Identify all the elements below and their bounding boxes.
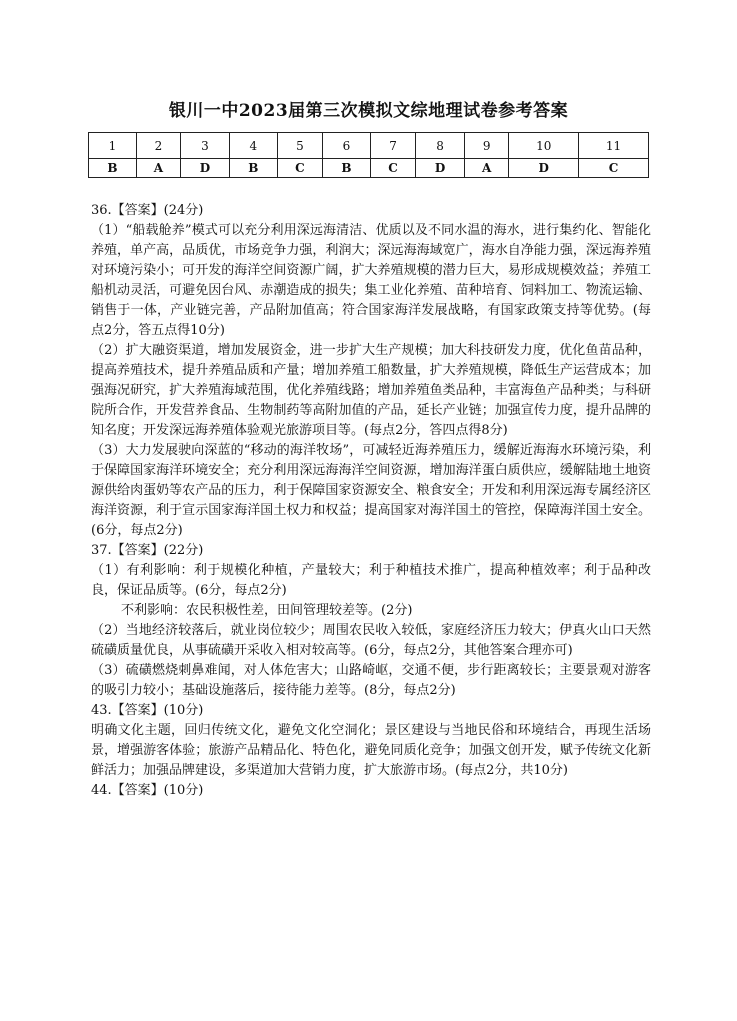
table-cell: C [579,159,649,178]
table-cell: 11 [579,133,649,159]
q37-part1: （1）有利影响：利于规模化种植，产量较大；利于种植技术推广，提高种植效率；利于品种改良，保证品质等。(6分，每点2分) [91,563,651,598]
q43-answer: 明确文化主题，回归传统文化，避免文化空洞化；景区建设与当地民俗和环境结合，再现生活场景，增强游客体验；旅游产品精品化、特色化，避免同质化竞争；加强文创开发，赋予传统文化新鲜活力；加强品牌建设，多渠道加大营销力度，扩大旅游市场。(每点2分，共10分) [91,723,651,778]
table-cell: A [136,159,180,178]
answer-letter-row [89,159,649,178]
table-cell: 10 [509,133,579,159]
table-cell: 8 [416,133,465,159]
table-cell: 2 [136,133,180,159]
table-cell: D [181,159,230,178]
question-number-row [89,133,649,159]
table-cell: 6 [323,133,371,159]
answer-table [88,132,649,178]
table-cell: B [323,159,371,178]
q36-part1: （1）“船载舱养”模式可以充分利用深远海清洁、优质以及不同水温的海水，进行集约化、智能化养殖，单产高，品质优，市场竞争力强，利润大；深远海海域宽广，海水自净能力强，深远海养殖对环境污染小；可开发的海洋空间资源广阔，扩大养殖规模的潜力巨大，易形成规模效益；养殖工船机动灵活，可避免因台风、赤潮造成的损失；集工业化养殖、苗种培育、饲料加工、物流运输、销售于一体，产业链完善，产品附加值高；符合国家海洋发展战略，有国家政策支持等优势。(每点2分，答五点得10分) [91,223,651,338]
q37-part1-negative: 不利影响：农民积极性差，田间管理较差等。(2分) [121,603,413,618]
table-cell: 1 [89,133,137,159]
q36-header: 36.【答案】(24分) [91,203,204,218]
table-cell: C [277,159,322,178]
q37-part3: （3）硫磺燃烧刺鼻难闻，对人体危害大；山路崎岖，交通不便，步行距离较长；主要景观对游客的吸引力较小；基础设施落后，接待能力差等。(8分，每点2分) [91,663,651,698]
table-cell: 3 [181,133,230,159]
table-cell: A [465,159,509,178]
q43-header: 43.【答案】(10分) [91,703,204,718]
table-cell: D [416,159,465,178]
answer-content [91,201,651,801]
table-cell: B [229,159,277,178]
q37-header: 37.【答案】(22分) [91,543,204,558]
table-cell: 5 [277,133,322,159]
q37-part2: （2）当地经济较落后，就业岗位较少；周围农民收入较低，家庭经济压力较大；伊真火山口天然硫磺质量优良，从事硫磺开采收入相对较高等。(6分，每点2分，其他答案合理亦可) [91,623,651,658]
q36-part3: （3）大力发展驶向深蓝的“移动的海洋牧场”，可减轻近海养殖压力，缓解近海海水环境污染，利于保障国家海洋环境安全；充分利用深远海海洋空间资源，增加海洋蛋白质供应，缓解陆地土地资源供给肉蛋奶等农产品的压力，利于保障国家资源安全、粮食安全；开发和利用深远海专属经济区海洋资源，利于宣示国家海洋国土权力和权益；提高国家对海洋国土的管控，保障海洋国土安全。(6分，每点2分) [91,443,651,538]
page-title: 银川一中2023届第三次模拟文综地理试卷参考答案 [168,101,569,121]
table-cell: 9 [465,133,509,159]
table-cell: D [509,159,579,178]
table-cell: 7 [370,133,415,159]
table-cell: B [89,159,137,178]
table-cell: 4 [229,133,277,159]
q36-part2: （2）扩大融资渠道，增加发展资金，进一步扩大生产规模；加大科技研发力度，优化鱼苗品种，提高养殖技术，提升养殖品质和产量；增加养殖工船数量，扩大养殖规模，降低生产运营成本；加强海况研究，扩大养殖海域范围，优化养殖线路；增加养殖鱼类品种，丰富海鱼产品种类；与科研院所合作，开发营养食品、生物制药等高附加值的产品，延长产业链；加强宣传力度，提升品牌的知名度；开发深远海养殖体验观光旅游项目等。(每点2分，答四点得8分) [91,343,651,438]
q44-header: 44.【答案】(10分) [91,783,204,798]
table-cell: C [370,159,415,178]
